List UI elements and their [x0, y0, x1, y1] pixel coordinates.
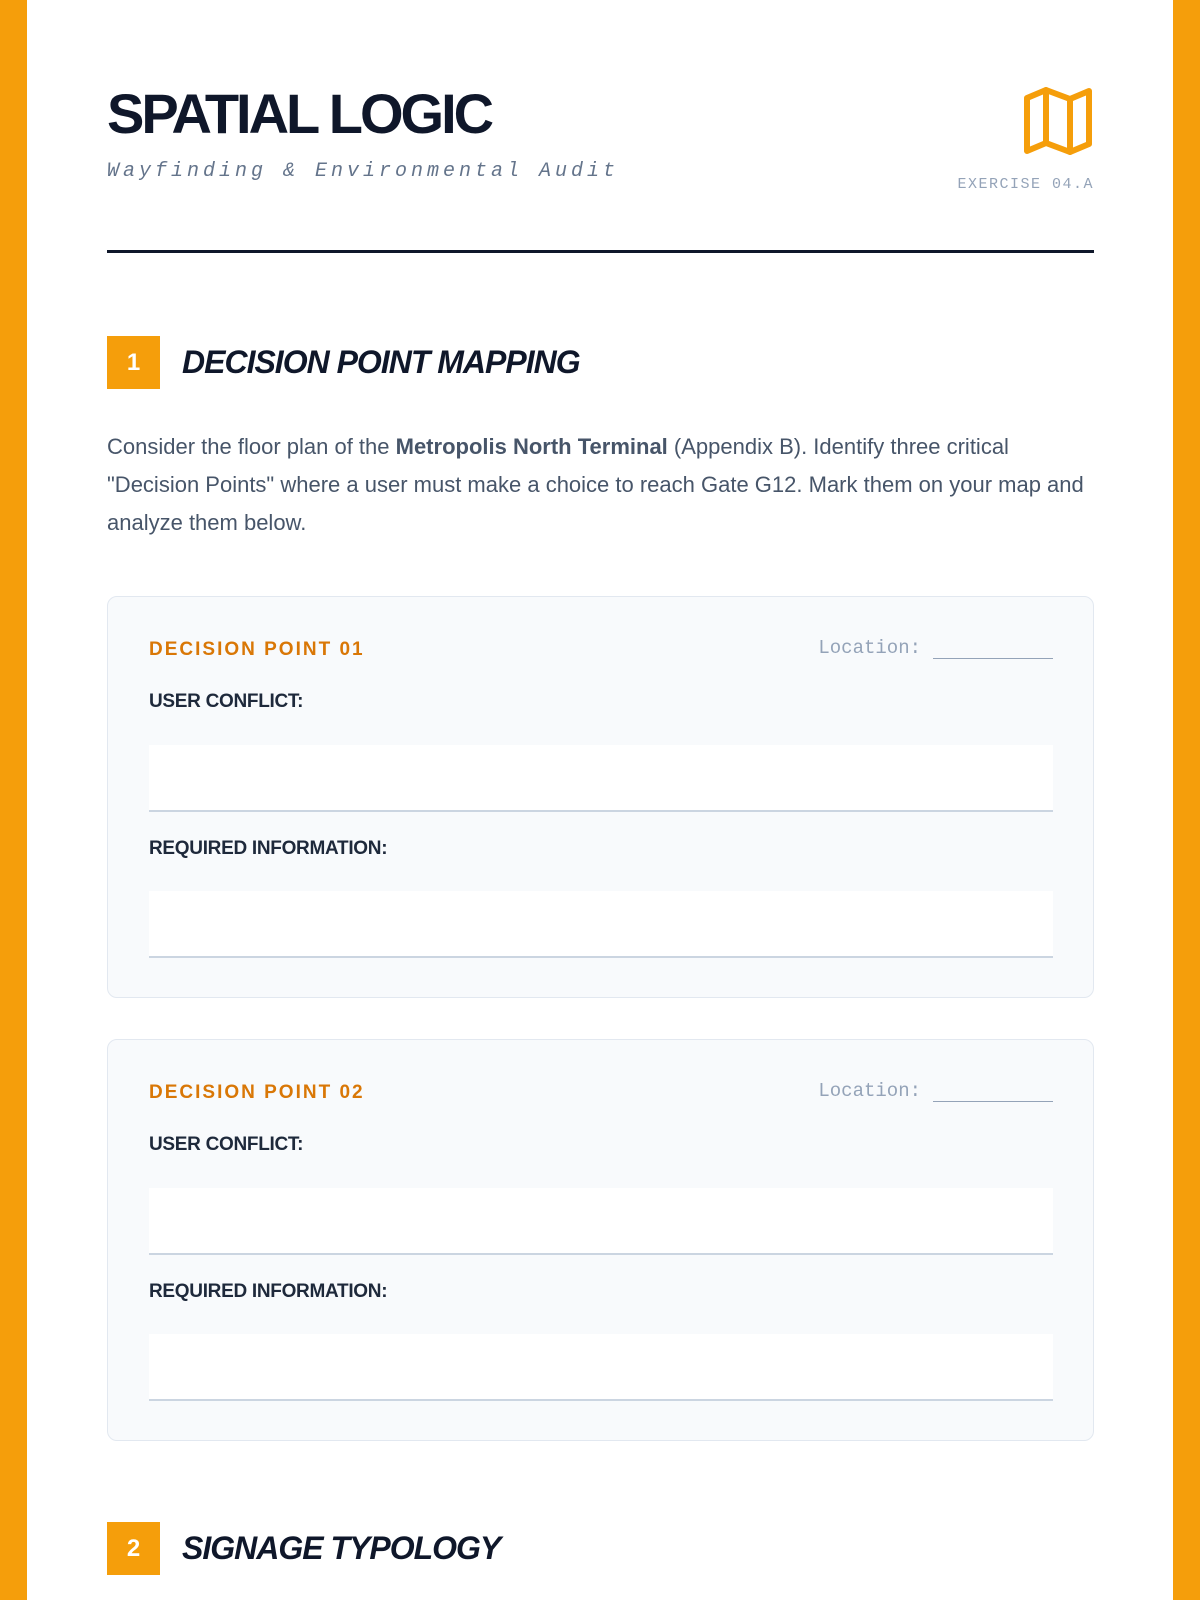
- decision-point-title: DECISION POINT 02: [149, 1082, 365, 1103]
- section-2-title: SIGNAGE TYPOLOGY: [182, 1530, 501, 1566]
- section-2-number: 2: [107, 1522, 160, 1575]
- section-1-number: 1: [107, 336, 160, 389]
- location-label: Location:: [818, 1080, 921, 1102]
- location-field: [818, 1080, 1053, 1102]
- user-conflict-label: USER CONFLICT:: [149, 691, 304, 712]
- required-information-label: REQUIRED INFORMATION:: [149, 1281, 388, 1302]
- section-1-title: DECISION POINT MAPPING: [182, 344, 580, 380]
- terminal-name: Metropolis North Terminal: [395, 434, 668, 459]
- page-title: SPATIAL LOGIC: [107, 82, 492, 145]
- required-information-label: REQUIRED INFORMATION:: [149, 838, 388, 859]
- worksheet-page: [27, 0, 1173, 1600]
- location-label: Location:: [818, 637, 921, 659]
- section-1-heading: [107, 336, 580, 389]
- decision-point-title: DECISION POINT 01: [149, 639, 365, 660]
- section-2-heading: [107, 1522, 500, 1575]
- user-conflict-label: USER CONFLICT:: [149, 1134, 304, 1155]
- header: [107, 0, 1094, 256]
- user-conflict-input[interactable]: [149, 1188, 1053, 1255]
- page-subtitle: Wayfinding & Environmental Audit: [107, 160, 620, 183]
- worksheet-content: [107, 0, 1094, 1566]
- section-1-instructions: [107, 428, 1094, 542]
- location-input-line[interactable]: [933, 1081, 1053, 1102]
- map-icon: [1022, 86, 1094, 156]
- header-divider: [107, 250, 1094, 253]
- instructions-text-end: (Appendix B). Identify three critical "Decision Points" where a user must make a choice to reach Gate G12. Mark them on your map and analyze them below.: [107, 434, 1084, 535]
- decision-point-card-2: [107, 1039, 1094, 1441]
- required-information-input[interactable]: [149, 1334, 1053, 1401]
- required-information-input[interactable]: [149, 891, 1053, 958]
- user-conflict-input[interactable]: [149, 745, 1053, 812]
- decision-point-card-1: [107, 596, 1094, 998]
- location-input-line[interactable]: [933, 638, 1053, 659]
- location-field: [818, 637, 1053, 659]
- exercise-code: EXERCISE 04.A: [957, 176, 1094, 193]
- instructions-text-start: Consider the floor plan of the: [107, 434, 396, 459]
